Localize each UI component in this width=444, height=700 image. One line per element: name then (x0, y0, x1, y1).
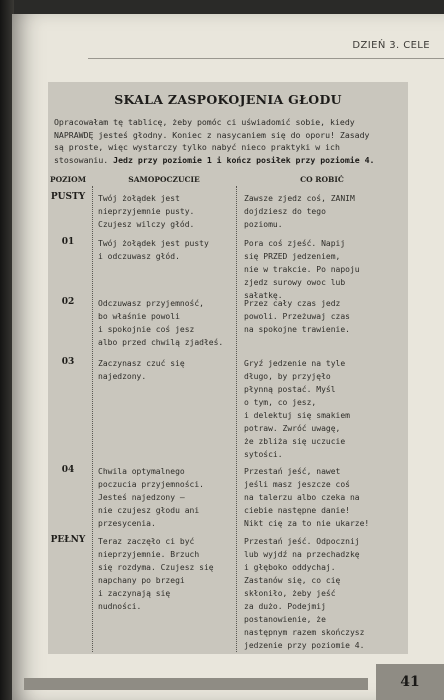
footer-bar (24, 678, 368, 690)
row-level-label: 04 (61, 465, 75, 475)
feeling-line: nie czujesz głodu ani (98, 506, 200, 515)
action-line: postanowienie, że (244, 615, 326, 624)
action-line: ciebie następne danie! (244, 506, 350, 515)
feeling-line: albo przed chwilą zjadłeś. (98, 338, 224, 347)
action-line: Pora coś zjeść. Napij (244, 239, 346, 248)
row-level-label: PEŁNY (50, 535, 86, 545)
intro-line: Opracowałam tę tablicę, żeby pomóc ci uświadomić sobie, kiedy (54, 117, 355, 127)
feeling-line: najedzony. (98, 372, 147, 381)
feeling-line: nieprzyjemnie. Brzuch (98, 550, 200, 559)
action-line: na spokojne trawienie. (244, 325, 350, 334)
column-divider (236, 186, 237, 652)
action-line: lub wyjdź na przechadzkę (244, 550, 360, 559)
row-feeling-cell (98, 192, 234, 231)
action-line: Gryź jedzenie na tyle (244, 359, 346, 368)
action-line: sytości. (244, 450, 283, 459)
row-feeling-cell (98, 297, 234, 349)
feeling-line: Twój żołądek jest (98, 194, 180, 203)
intro-line: NAPRAWDĘ jesteś głodny. Koniec z nasycaniem się do oporu! Zasady (54, 129, 370, 140)
feeling-line: się rozdyma. Czujesz się (98, 563, 214, 572)
action-line: skłoniło, żeby jeść (244, 589, 336, 598)
feeling-line: i zaczynają się (98, 589, 171, 598)
feeling-line: Czujesz wilczy głód. (98, 220, 195, 229)
row-action-cell (244, 465, 406, 530)
action-line: Zastanów się, co cię (244, 576, 341, 585)
row-feeling-cell (98, 357, 234, 383)
row-action-cell (244, 237, 406, 302)
header-rule (88, 58, 444, 59)
row-level-label: PUSTY (50, 192, 86, 202)
action-line: jeśli masz jeszcze coś (244, 480, 350, 489)
row-action-cell (244, 192, 406, 231)
column-header-feeling: SAMOPOCZUCIE (128, 175, 200, 184)
action-line: Nikt cię za to nie ukarze! (244, 519, 370, 528)
action-line: że zbliża się uczucie (244, 437, 346, 446)
action-line: Zawsze zjedz coś, ZANIM (244, 194, 355, 203)
feeling-line: Zaczynasz czuć się (98, 359, 185, 368)
panel-title: SKALA ZASPOKOJENIA GŁODU (114, 92, 342, 107)
feeling-line: i odczuwasz głód. (98, 252, 180, 261)
intro-text (54, 116, 404, 166)
feeling-line: nudności. (98, 602, 142, 611)
action-line: jedzenie przy poziomie 4. (244, 641, 365, 650)
action-line: płynną postać. Myśl (244, 385, 336, 394)
action-line: na talerzu albo czeka na (244, 493, 360, 502)
intro-normal: stosowaniu. (54, 154, 109, 165)
action-line: o tym, co jesz, (244, 398, 317, 407)
column-divider (92, 186, 93, 652)
action-line: poziomu. (244, 220, 283, 229)
row-feeling-cell (98, 237, 234, 263)
row-action-cell (244, 535, 406, 652)
action-line: Przestań jeść, nawet (244, 467, 341, 476)
action-line: dojdziesz do tego (244, 207, 326, 216)
feeling-line: poczucia przyjemności. (98, 480, 204, 489)
intro-line-last (54, 154, 404, 167)
action-line: sałatkę. (244, 291, 283, 300)
row-level-label: 03 (61, 357, 75, 367)
running-head: DZIEŃ 3. CELE (352, 40, 430, 51)
feeling-line: Odczuwasz przyjemność, (98, 299, 204, 308)
feeling-line: nieprzyjemnie pusty. (98, 207, 195, 216)
action-line: powoli. Przeżuwaj czas (244, 312, 350, 321)
feeling-line: Chwila optymalnego (98, 467, 185, 476)
hunger-scale-panel (48, 82, 408, 654)
action-line: i głęboko oddychaj. (244, 563, 336, 572)
row-feeling-cell (98, 465, 234, 530)
action-line: zjedz surowy owoc lub (244, 278, 346, 287)
feeling-line: przesycenia. (98, 519, 156, 528)
action-line: za dużo. Podejmij (244, 602, 326, 611)
feeling-line: napchany po brzegi (98, 576, 185, 585)
intro-bold-rule: Jedz przy poziomie 1 i kończ posiłek przy poziomie 4. (113, 154, 375, 165)
feeling-line: Jesteś najedzony – (98, 493, 185, 502)
action-line: Przestań jeść. Odpocznij (244, 537, 360, 546)
action-line: następnym razem skończysz (244, 628, 365, 637)
row-feeling-cell (98, 535, 234, 613)
row-level-label: 01 (61, 237, 75, 247)
intro-line: są proste, więc wystarczy tylko nabyć nieco praktyki w ich (54, 142, 340, 152)
feeling-line: Twój żołądek jest pusty (98, 239, 209, 248)
column-header-action: CO ROBIĆ (300, 175, 344, 184)
action-line: długo, by przyjęło (244, 372, 331, 381)
action-line: potraw. Zwróć uwagę, (244, 424, 341, 433)
column-header-level: POZIOM (50, 175, 86, 184)
page-number: 41 (376, 664, 444, 700)
feeling-line: bo właśnie powoli (98, 312, 180, 321)
action-line: Przez cały czas jedz (244, 299, 341, 308)
action-line: i delektuj się smakiem (244, 411, 350, 420)
row-action-cell (244, 357, 406, 461)
row-level-label: 02 (61, 297, 75, 307)
action-line: nie w trakcie. Po napoju (244, 265, 360, 274)
action-line: się PRZED jedzeniem, (244, 252, 341, 261)
row-action-cell (244, 297, 406, 336)
feeling-line: Teraz zaczęło ci być (98, 537, 195, 546)
feeling-line: i spokojnie coś jesz (98, 325, 195, 334)
book-page (12, 14, 444, 700)
